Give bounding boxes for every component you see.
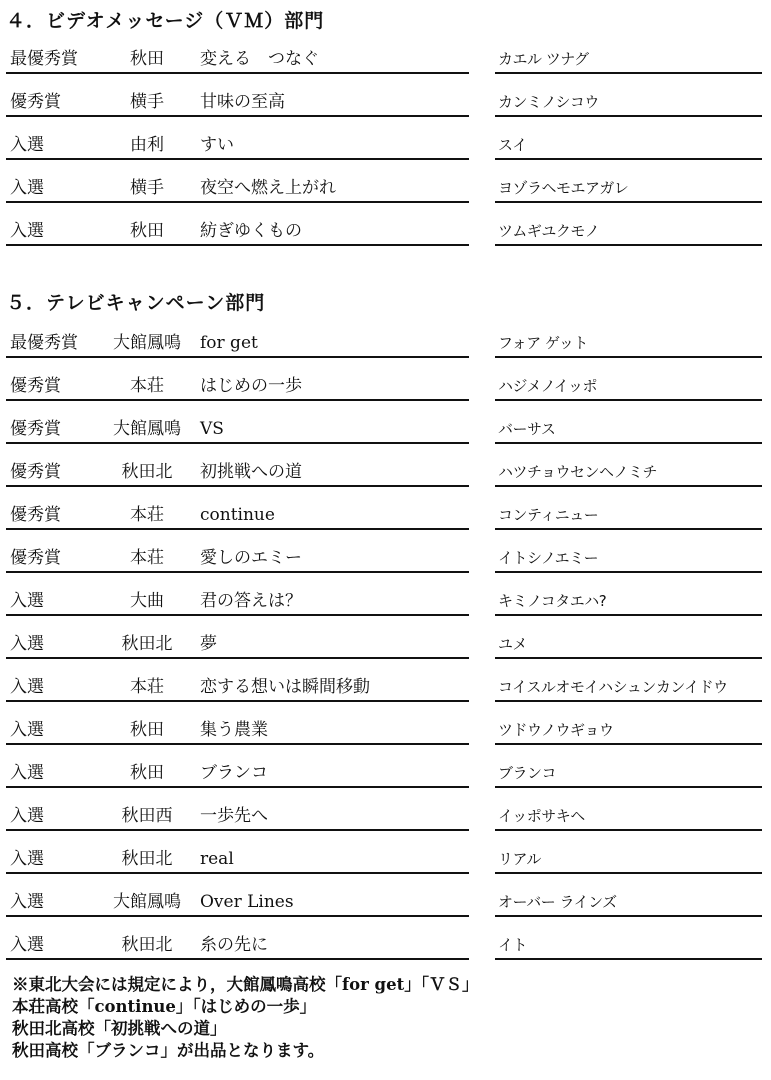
table-row (0, 917, 771, 960)
work-title: 夜空へ燃え上がれ (200, 178, 336, 198)
award-label: 入選 (10, 591, 44, 611)
school-name: 大館鳳鳴 (113, 892, 181, 912)
title-reading: ツムギユクモノ (498, 222, 600, 240)
title-reading: フォア ゲット (498, 334, 588, 352)
table-row (0, 874, 771, 917)
title-reading: イトシノエミー (498, 549, 599, 567)
school-name: 秋田北 (121, 634, 173, 654)
title-reading: コイスルオモイハシュンカンイドウ (498, 678, 728, 696)
underline (6, 958, 469, 960)
title-reading: イト (498, 936, 528, 954)
title-reading: バーサス (498, 420, 556, 438)
work-title: はじめの一歩 (200, 376, 302, 396)
title-reading: スイ (498, 136, 527, 154)
table-row (0, 530, 771, 573)
title-reading: オーバー ラインズ (498, 893, 617, 911)
award-label: 入選 (10, 135, 44, 155)
work-title: 夢 (200, 634, 217, 654)
school-name: 由利 (130, 135, 164, 155)
section-4-title: ４．ビデオメッセージ（ＶＭ）部門 (6, 10, 325, 32)
work-title: 愛しのエミー (200, 548, 302, 568)
section-5-title: ５．テレビキャンペーン部門 (6, 292, 266, 314)
table-row (0, 31, 771, 74)
title-reading: ブランコ (498, 764, 557, 782)
title-reading: イッポサキヘ (498, 807, 585, 825)
award-label: 入選 (10, 892, 44, 912)
work-title: 紡ぎゆくもの (200, 221, 302, 241)
title-reading: ツドウノウギョウ (498, 721, 614, 739)
award-label: 最優秀賞 (10, 49, 78, 69)
underline (495, 958, 762, 960)
title-reading: ハツチョウセンヘノミチ (498, 463, 658, 481)
table-row (0, 401, 771, 444)
school-name: 横手 (130, 92, 164, 112)
school-name: 大館鳳鳴 (113, 333, 181, 353)
award-label: 入選 (10, 720, 44, 740)
title-reading: ヨゾラヘモエアガレ (498, 179, 629, 197)
award-label: 優秀賞 (10, 462, 61, 482)
award-label: 入選 (10, 763, 44, 783)
award-label: 優秀賞 (10, 505, 61, 525)
table-row (0, 74, 771, 117)
award-label: 優秀賞 (10, 548, 61, 568)
title-reading: カエル ツナグ (498, 50, 589, 68)
award-label: 優秀賞 (10, 376, 61, 396)
work-title: ブランコ (200, 763, 268, 783)
award-label: 入選 (10, 806, 44, 826)
title-reading: ユメ (498, 635, 528, 653)
table-row (0, 659, 771, 702)
school-name: 本荘 (130, 505, 164, 525)
work-title: 糸の先に (200, 935, 268, 955)
work-title: for get (200, 333, 258, 353)
school-name: 大曲 (130, 591, 164, 611)
award-label: 優秀賞 (10, 92, 61, 112)
table-row (0, 745, 771, 788)
award-label: 入選 (10, 178, 44, 198)
table-row (0, 117, 771, 160)
work-title: 君の答えは？ (200, 591, 302, 611)
work-title: すい (200, 135, 234, 155)
award-label: 最優秀賞 (10, 333, 78, 353)
school-name: 大館鳳鳴 (113, 419, 181, 439)
award-label: 入選 (10, 935, 44, 955)
school-name: 横手 (130, 178, 164, 198)
table-row (0, 831, 771, 874)
title-reading: コンティニュー (498, 506, 599, 524)
table-row (0, 573, 771, 616)
school-name: 本荘 (130, 677, 164, 697)
title-reading: キミノコタエハ? (498, 592, 607, 610)
work-title: VS (200, 419, 224, 439)
table-row (0, 358, 771, 401)
work-title: 甘味の至高 (200, 92, 285, 112)
table-row (0, 160, 771, 203)
school-name: 本荘 (130, 376, 164, 396)
school-name: 秋田 (130, 720, 164, 740)
work-title: Over Lines (200, 892, 294, 912)
work-title: continue (200, 505, 275, 525)
table-row (0, 616, 771, 659)
award-label: 入選 (10, 634, 44, 654)
footnote-line: 秋田北高校「初挑戦への道」 (12, 1019, 227, 1038)
footnote (12, 974, 478, 1062)
award-label: 優秀賞 (10, 419, 61, 439)
table-row (0, 315, 771, 358)
award-label: 入選 (10, 677, 44, 697)
footnote-line: 秋田高校「ブランコ」が出品となります。 (12, 1041, 325, 1060)
title-reading: リアル (498, 850, 541, 868)
title-reading: ハジメノイッポ (498, 377, 597, 395)
school-name: 秋田 (130, 221, 164, 241)
table-row (0, 444, 771, 487)
table-row (0, 702, 771, 745)
table-row (0, 487, 771, 530)
school-name: 秋田 (130, 763, 164, 783)
award-label: 入選 (10, 221, 44, 241)
table-row (0, 788, 771, 831)
work-title: 初挑戦への道 (200, 462, 302, 482)
work-title: 恋する想いは瞬間移動 (200, 677, 370, 697)
footnote-line: 本荘高校「continue」「はじめの一歩」 (12, 997, 317, 1016)
school-name: 秋田北 (121, 935, 173, 955)
school-name: 秋田 (130, 49, 164, 69)
school-name: 秋田北 (121, 849, 173, 869)
school-name: 本荘 (130, 548, 164, 568)
table-row (0, 203, 771, 246)
underline (6, 244, 469, 246)
school-name: 秋田西 (121, 806, 173, 826)
title-reading: カンミノシコウ (498, 93, 599, 111)
award-label: 入選 (10, 849, 44, 869)
school-name: 秋田北 (121, 462, 173, 482)
work-title: 変える つなぐ (200, 49, 319, 69)
work-title: 一歩先へ (200, 806, 268, 826)
footnote-line: ※東北大会には規定により，大館鳳鳴高校「for get」「ＶＳ」 (12, 975, 479, 994)
work-title: 集う農業 (200, 720, 268, 740)
work-title: real (200, 849, 234, 869)
underline (495, 244, 762, 246)
